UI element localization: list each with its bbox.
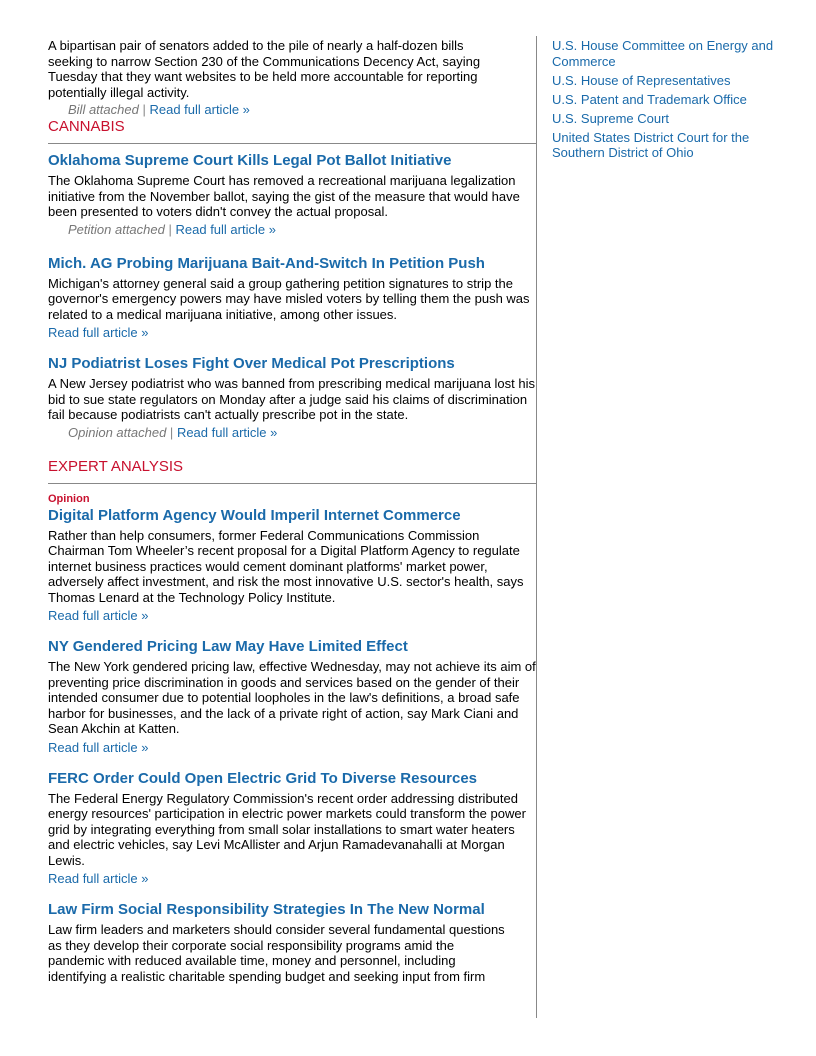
article-body: The Federal Energy Regulatory Commission's recent order addressing distributed energy resources' participation in electric power markets could transform the power grid by integrating everything from small solar installations to smart water heaters and electric vehicles, say Levi McAllister and Arjun Ramadevanahalli at Morgan Lewis. xyxy=(48,790,526,868)
separator: | xyxy=(168,221,172,237)
separator: | xyxy=(142,102,146,117)
article-title-link[interactable]: Law Firm Social Responsibility Strategies In The New Normal xyxy=(48,901,485,918)
sidebar-link-house-energy-commerce[interactable]: U.S. House Committee on Energy and Commerce xyxy=(552,38,774,69)
sidebar-link-patent-trademark-office[interactable]: U.S. Patent and Trademark Office xyxy=(552,91,747,107)
column-divider xyxy=(536,36,537,1018)
article-meta xyxy=(48,424,536,441)
read-full-article-link[interactable]: Read full article » xyxy=(48,325,149,340)
read-full-article-link[interactable]: Read full article » xyxy=(175,221,276,237)
main-column xyxy=(48,38,536,984)
read-full-article-link[interactable]: Read full article » xyxy=(149,102,250,117)
attachment-label: Opinion attached xyxy=(68,424,167,440)
article-ferc-order xyxy=(48,770,536,888)
sidebar xyxy=(552,38,782,164)
article-oklahoma xyxy=(48,152,536,238)
article-digital-platform xyxy=(48,507,536,625)
article-title-link[interactable]: FERC Order Could Open Electric Grid To Diverse Resources xyxy=(48,769,478,787)
article-body: Michigan's attorney general said a group gathering petition signatures to strip the governor's emergency powers may have misled voters by telling them the push was related to a medical marijuana initiative, among other issues. xyxy=(48,275,530,322)
article-title-link[interactable]: NY Gendered Pricing Law May Have Limited Effect xyxy=(48,638,408,655)
sidebar-link-supreme-court[interactable]: U.S. Supreme Court xyxy=(552,110,670,126)
attachment-label: Petition attached xyxy=(68,221,165,237)
article-nj-podiatrist xyxy=(48,355,536,441)
sidebar-link-house-representatives[interactable]: U.S. House of Representatives xyxy=(552,72,731,88)
article-title-link[interactable]: Mich. AG Probing Marijuana Bait-And-Switch In Petition Push xyxy=(48,254,485,272)
sidebar-link-sd-ohio-court[interactable]: United States District Court for the Southern District of Ohio xyxy=(552,129,750,160)
section-heading-cannabis: CANNABIS xyxy=(48,118,537,144)
attachment-label: Bill attached xyxy=(68,102,139,117)
read-full-article-link[interactable]: Read full article » xyxy=(48,739,149,755)
separator: | xyxy=(169,424,174,440)
article-michigan xyxy=(48,255,536,342)
article-title-link[interactable]: Oklahoma Supreme Court Kills Legal Pot Ballot Initiative xyxy=(48,152,452,169)
article-meta xyxy=(48,221,536,238)
intro-article xyxy=(48,38,536,118)
article-body: Rather than help consumers, former Federal Communications Commission Chairman Tom Wheeler’s recent proposal for a Digital Platform Agency to regulate internet business practices would cement dominant platforms' market power, adversely affect investment, and risk the most innovative U.S. sector's health, says Thomas Lenard at the Technology Policy Institute. xyxy=(48,527,524,605)
article-meta xyxy=(48,101,536,118)
article-body: The Oklahoma Supreme Court has removed a recreational marijuana legalization initiative from the November ballot, saying the gist of the measure that would have been presented to voters didn't convey the actual proposal. xyxy=(48,173,520,219)
read-full-article-link[interactable]: Read full article » xyxy=(176,424,278,440)
article-body: A bipartisan pair of senators added to the pile of nearly a half-dozen bills seeking to narrow Section 230 of the Communications Decency Act, saying Tuesday that they want websites to be held more accountable for reporting potentially illegal activity. xyxy=(48,38,481,100)
article-title-link[interactable]: NJ Podiatrist Loses Fight Over Medical Pot Prescriptions xyxy=(48,355,455,372)
article-ny-gendered-pricing xyxy=(48,638,536,756)
read-full-article-link[interactable]: Read full article » xyxy=(48,871,149,886)
article-body: Law firm leaders and marketers should consider several fundamental questions as they develop their corporate social responsibility programs amid the pandemic with reduced available time, money and personnel, including identifying a realistic charitable spending budget and seeking input from firm xyxy=(48,922,505,984)
article-law-firm-csr xyxy=(48,901,536,984)
section-heading-expert-analysis: EXPERT ANALYSIS xyxy=(48,458,537,484)
opinion-label: Opinion xyxy=(48,492,90,505)
article-body: The New York gendered pricing law, effective Wednesday, may not achieve its aim of preventing price discrimination in goods and services based on the gender of their intended consumer due to potential loopholes in the law's definitions, a broad safe harbor for businesses, and the lack of a private right of action, say Mark Ciani and Sean Akchin at Katten. xyxy=(48,659,536,736)
article-body: A New Jersey podiatrist who was banned from prescribing medical marijuana lost his bid to sue state regulators on Monday after a judge said his claims of discrimination fail because podiatrists can't actually prescribe pot in the state. xyxy=(48,376,535,422)
article-title-link[interactable]: Digital Platform Agency Would Imperil Internet Commerce xyxy=(48,506,461,524)
read-full-article-link[interactable]: Read full article » xyxy=(48,608,149,623)
